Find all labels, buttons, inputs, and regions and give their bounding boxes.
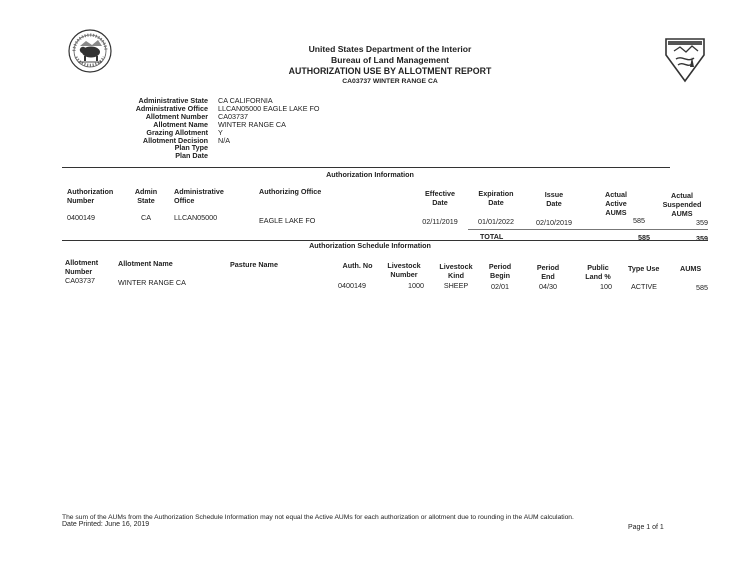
cell-actual-active: 585 bbox=[633, 216, 645, 225]
cell-livestock-kind: SHEEP bbox=[443, 281, 469, 290]
cell-period-begin: 02/01 bbox=[491, 282, 509, 291]
blm-logo-icon bbox=[664, 37, 706, 83]
cell-auth-no: 0400149 bbox=[338, 281, 366, 290]
cell-livestock-number: 1000 bbox=[408, 281, 424, 290]
section-title-authorization: Authorization Information bbox=[326, 170, 414, 179]
total-active: 585 bbox=[638, 233, 650, 242]
footer-note: The sum of the AUMs from the Authorization Schedule Information may not equal the Active AUMs for each authorization or allotment due to rounding in the AUM calculation. bbox=[62, 514, 574, 521]
cell-expiration-date: 01/01/2022 bbox=[478, 217, 514, 226]
col-header-actual-suspended: Actual Suspended AUMS bbox=[662, 191, 702, 218]
summary-label: Allotment Name bbox=[153, 119, 208, 129]
summary-label: Plan Type bbox=[174, 143, 208, 153]
header-bureau: Bureau of Land Management bbox=[331, 55, 449, 65]
section-title-schedule: Authorization Schedule Information bbox=[309, 241, 431, 250]
cell-authorizing-office: EAGLE LAKE FO bbox=[259, 216, 316, 225]
cell-admin-state: CA bbox=[141, 213, 151, 222]
col-header-admin-office: Administrative Office bbox=[174, 187, 224, 205]
cell-period-end: 04/30 bbox=[539, 282, 557, 291]
summary-value: LLCAN05000 EAGLE LAKE FO bbox=[218, 103, 320, 113]
cell-auth-number: 0400149 bbox=[67, 213, 95, 222]
summary-label: Plan Date bbox=[175, 151, 208, 161]
total-label: TOTAL bbox=[480, 232, 504, 241]
cell-aums: 585 bbox=[696, 283, 708, 292]
col-header-effective-date: Effective Date bbox=[425, 189, 455, 207]
summary-value: N/A bbox=[218, 135, 230, 145]
col-header-allotment-name: Allotment Name bbox=[118, 259, 173, 268]
col-header-actual-active: Actual Active AUMS bbox=[605, 190, 627, 217]
col-header-pasture-name: Pasture Name bbox=[230, 260, 278, 269]
total-top-rule bbox=[468, 229, 708, 230]
footer-page-number: Page 1 of 1 bbox=[628, 524, 664, 531]
cell-actual-suspended: 359 bbox=[696, 218, 708, 227]
cell-public-land: 100 bbox=[600, 282, 612, 291]
col-header-issue-date: Issue Date bbox=[544, 190, 564, 208]
col-header-auth-no: Auth. No bbox=[342, 261, 373, 270]
summary-value: CA03737 bbox=[218, 111, 248, 121]
report-title: AUTHORIZATION USE BY ALLOTMENT REPORT bbox=[288, 66, 492, 76]
summary-value: Y bbox=[218, 127, 223, 137]
col-header-period-begin: Period Begin bbox=[488, 262, 512, 280]
divider bbox=[62, 167, 670, 168]
col-header-authorizing-office: Authorizing Office bbox=[259, 187, 322, 196]
summary-label: Grazing Allotment bbox=[146, 127, 208, 137]
summary-label: Allotment Decision bbox=[142, 135, 208, 145]
cell-admin-office: LLCAN05000 bbox=[174, 213, 218, 222]
header-department: United States Department of the Interior bbox=[308, 44, 472, 54]
doi-seal-icon bbox=[68, 29, 112, 73]
col-header-allotment-number: Allotment Number bbox=[65, 258, 99, 276]
footer-date-printed: Date Printed: June 16, 2019 bbox=[62, 521, 150, 528]
summary-label: Administrative Office bbox=[135, 103, 208, 113]
cell-allotment-number: CA03737 bbox=[65, 276, 95, 285]
cell-type-use: ACTIVE bbox=[631, 282, 657, 291]
col-header-expiration-date: Expiration Date bbox=[478, 189, 514, 207]
summary-label: Allotment Number bbox=[145, 111, 208, 121]
col-header-public-land: Public Land % bbox=[585, 263, 611, 281]
col-header-admin-state: Admin State bbox=[134, 187, 158, 205]
summary-value: CA CALIFORNIA bbox=[218, 96, 273, 105]
summary-label: Administrative State bbox=[138, 96, 208, 105]
cell-issue-date: 02/10/2019 bbox=[536, 218, 572, 227]
col-header-period-end: Period End bbox=[536, 263, 560, 281]
summary-value: WINTER RANGE CA bbox=[218, 119, 286, 129]
total-suspended: 359 bbox=[696, 234, 708, 243]
report-subtitle: CA03737 WINTER RANGE CA bbox=[342, 78, 438, 85]
col-header-aums: AUMS bbox=[680, 264, 702, 273]
cell-allotment-name: WINTER RANGE CA bbox=[118, 278, 186, 287]
col-header-auth-number: Authorization Number bbox=[67, 187, 114, 205]
cell-effective-date: 02/11/2019 bbox=[422, 217, 458, 226]
col-header-type-use: Type Use bbox=[628, 264, 660, 273]
col-header-livestock-number: Livestock Number bbox=[387, 261, 421, 279]
col-header-livestock-kind: Livestock Kind bbox=[439, 262, 473, 280]
